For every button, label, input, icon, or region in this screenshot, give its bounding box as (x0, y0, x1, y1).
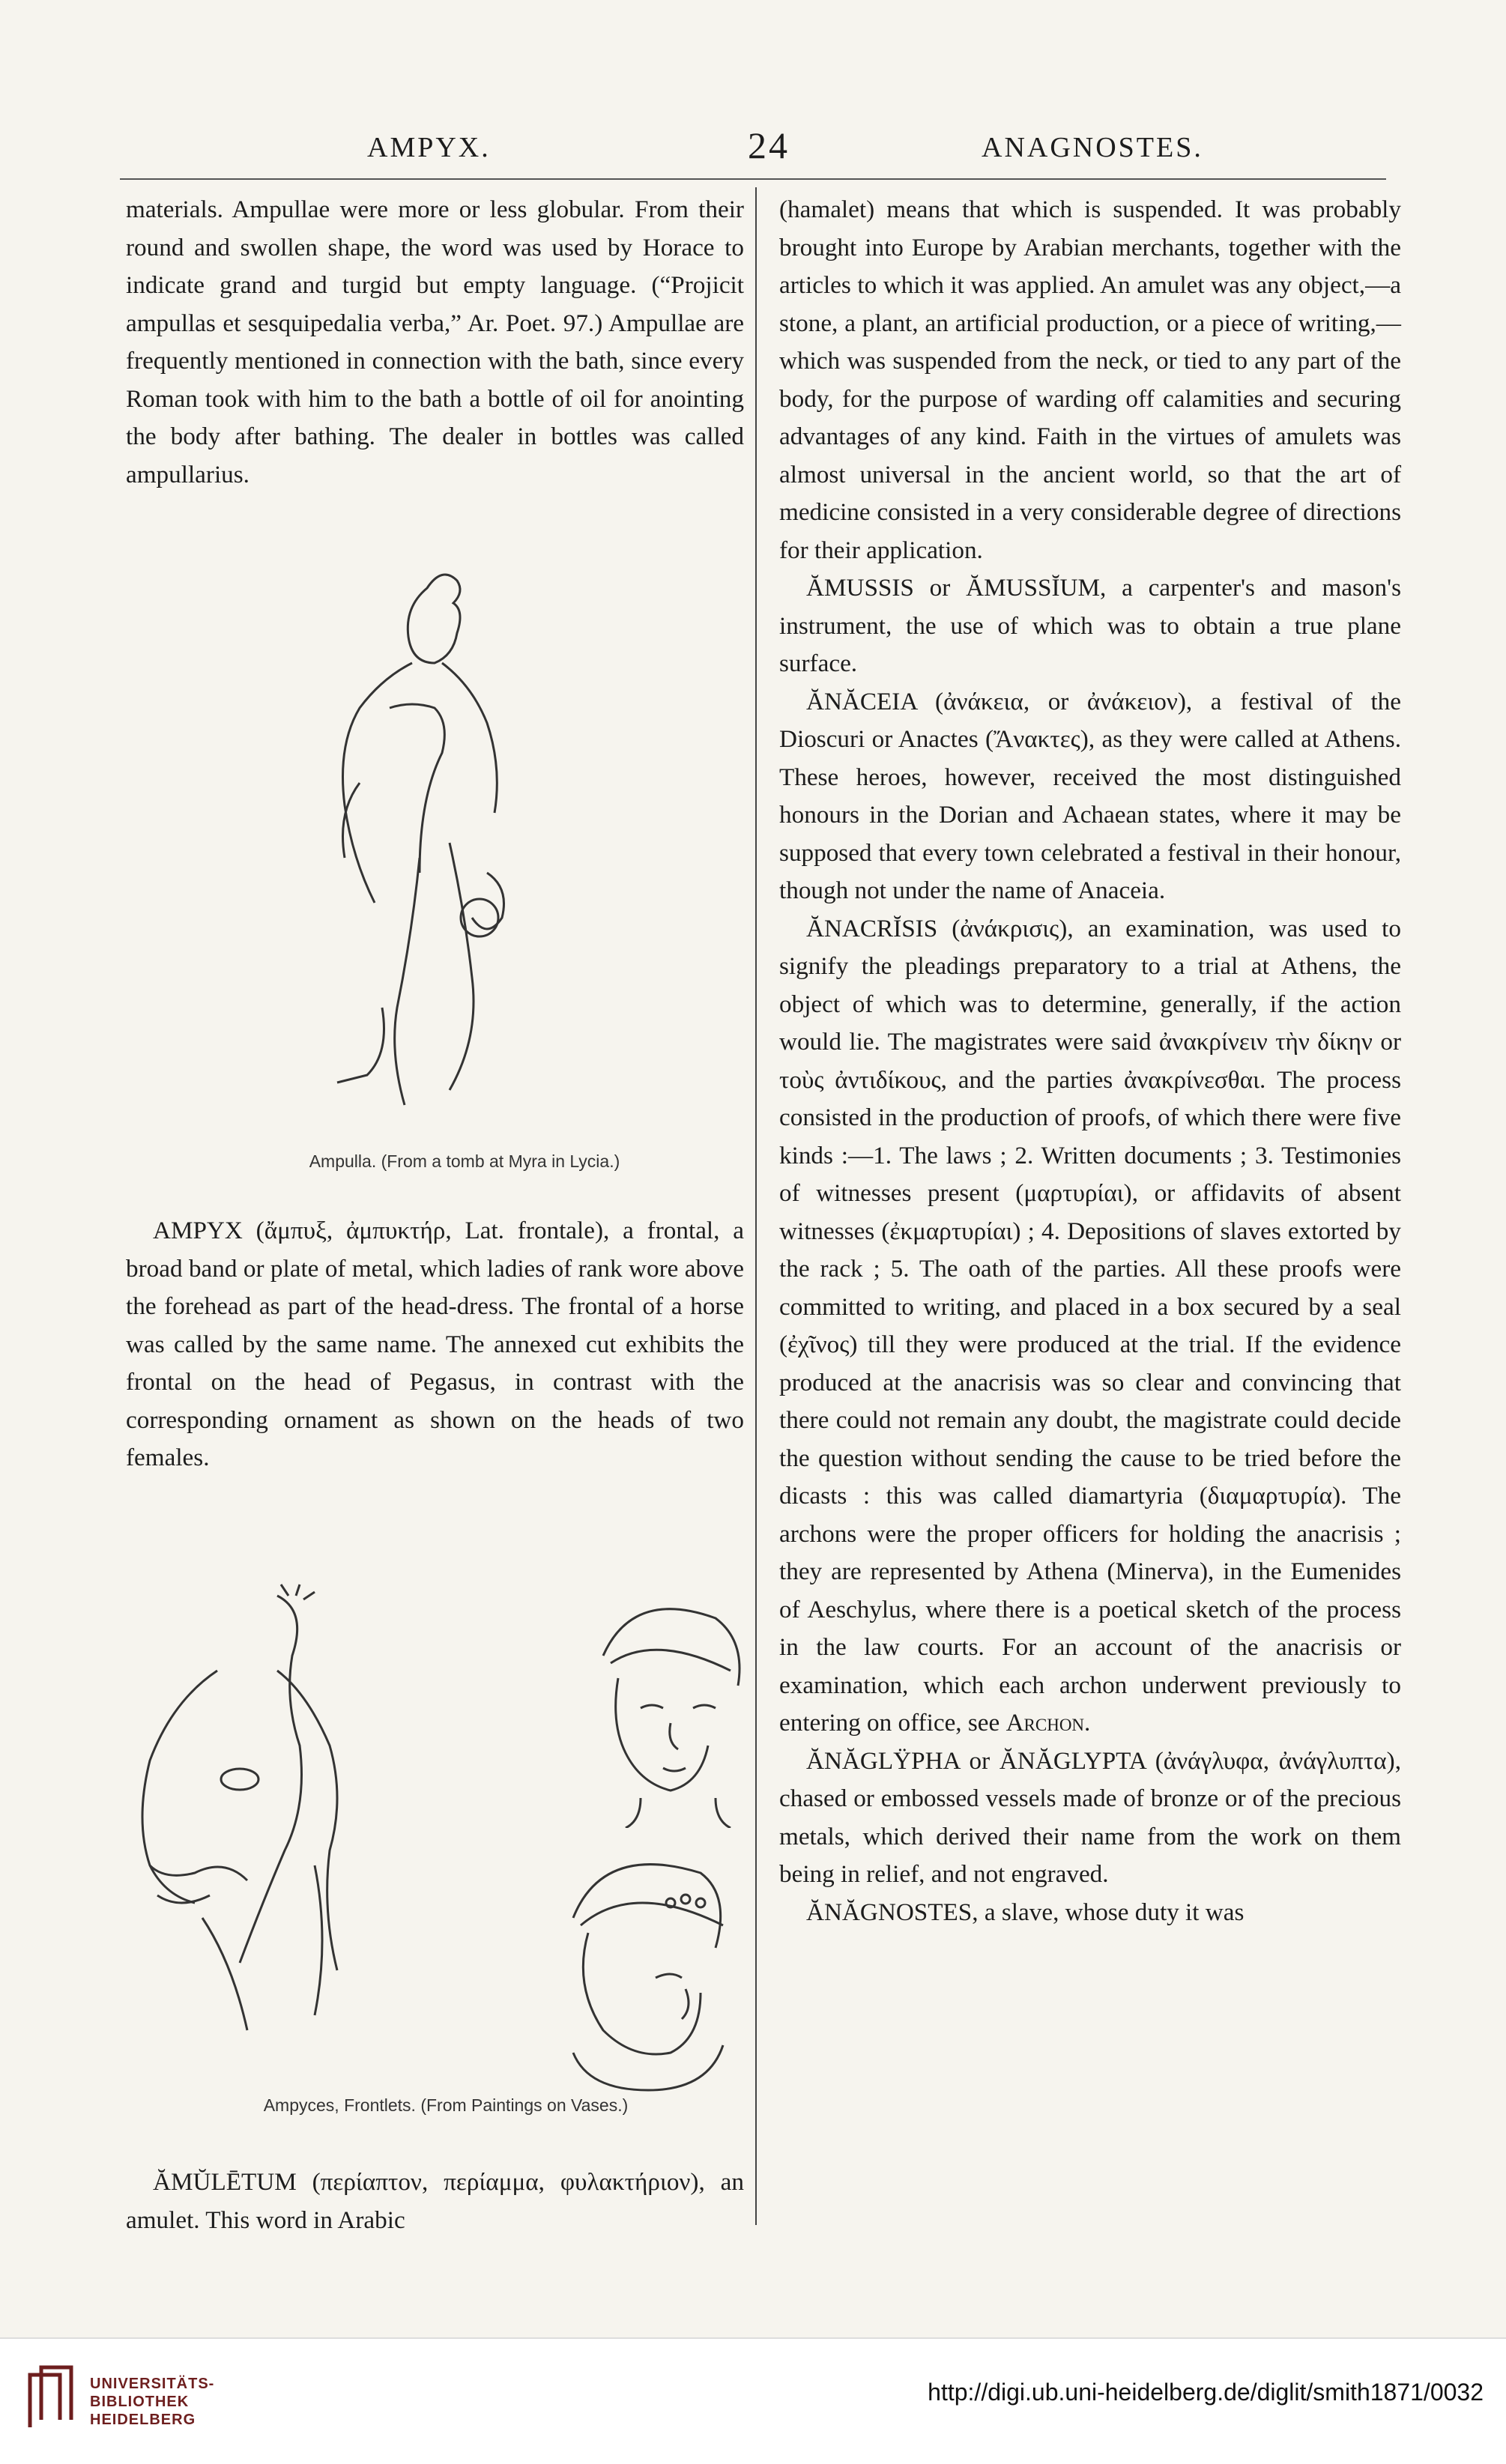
library-name-line-1: UNIVERSITÄTS- (90, 2376, 215, 2392)
left-column-bottom (126, 2139, 744, 2264)
paragraph-ampyx: AMPYX (ἄμπυξ, ἀμπυκτήρ, Lat. frontale), a frontal, a broad band or plate of metal, which ladies of rank wore above the forehead as part of the head-dress. The frontal of a horse was called by the same name. The annexed cut exhibits the frontal on the head of Pegasus, in contrast with the corresponding ornament as shown on the heads of two females. (126, 1217, 744, 1472)
ampulla-figure-illustration (300, 558, 554, 1150)
left-column-top (126, 191, 744, 494)
paragraph-amuletum: ĂMŬLĒTUM (περίαπτον, περίαμμα, φυλακτήριον), an amulet. This word in Arabic (126, 2168, 744, 2234)
paragraph-anaceia: ĂNĂCEIA (ἀνάκεια, or ἀνάκειον), a festival of the Dioscuri or Anactes (Ἄνακτες), as they were called at Athens. These heroes, however, received the most distinguished honours in the Dorian and Achaean states, where it may be supposed that every town celebrated a festival in their honour, though not under the name of Anaceia. (779, 687, 1401, 904)
library-name-line-2: BIBLIOTHEK (90, 2394, 190, 2410)
running-head (112, 124, 1386, 169)
library-name-line-3: HEIDELBERG (90, 2412, 196, 2428)
library-logo-icon (22, 2360, 82, 2435)
paragraph-anacrisis (779, 910, 1401, 1743)
permalink-url[interactable]: http://digi.ub.uni-heidelberg.de/diglit/smith1871/0032 (928, 2379, 1484, 2406)
caption-ampyces: Ampyces, Frontlets. (From Paintings on Vases.) (263, 2095, 629, 2115)
paragraph-ampullae: materials. Ampullae were more or less globular. From their round and swollen shape, the word was used by Horace to indicate grand and turgid but empty language. (“Projicit ampullas et sesquipedalia verba,” Ar. Poet. 97.) Ampullae are frequently mentioned in connection with the bath, since every Roman took with him to the bath a bottle of oil for anointing the body after bathing. The dealer in bottles was called ampullarius. (126, 196, 744, 488)
caption-ampulla: Ampulla. (From a tomb at Myra in Lycia.) (309, 1151, 620, 1171)
pegasus-head-illustration (127, 1581, 487, 2098)
female-head-illustration-2 (528, 1828, 746, 2098)
paragraph-anaglypha: ĂNĂGLŸPHA or ĂNĂGLYPTA (ἀνάγλυφα, ἀνάγλυπτα), chased or embossed vessels made of bronze or of the precious metals, which derived their name from the work on them being in relief, and not engraved. (779, 1746, 1401, 1888)
cross-reference-archon: Archon. (1005, 1709, 1091, 1737)
paragraph-amulet-continued: (hamalet) means that which is suspended. It was probably brought into Europe by Arabian merchants, together with the articles to which it was applied. An amulet was any object,—a stone, a plant, an artificial production, or a piece of writing,—which was suspended from the neck, or tied to any part of the body, for the purpose of warding off calamities and securing advantages of any kind. Faith in the virtues of amulets was almost universal in the ancient world, so that the art of medicine consisted in a very considerable degree of directions for their application. (779, 196, 1401, 564)
running-head-right: ANAGNOSTES. (982, 132, 1203, 163)
paragraph-anagnostes: ĂNĂGNOSTES, a slave, whose duty it was (806, 1898, 1245, 1926)
column-divider (755, 187, 757, 2225)
female-head-illustration-1 (551, 1581, 753, 1828)
right-column (779, 191, 1401, 1931)
library-name (90, 2375, 214, 2429)
header-rule (120, 178, 1386, 180)
left-column-middle (126, 1187, 744, 1502)
anacrisis-text: ĂNACRĬSIS (ἀνάκρισις), an examination, was used to signify the pleadings preparatory to a trial at Athens, the object of which was to determine, generally, if the action would lie. The magistrates were said ἀνακρίνειν τὴν δίκην or τοὺς ἀντιδίκους, and the parties ἀνακρίνεσθαι. The process consisted in the production of proofs, of which there were five kinds :—1. The laws ; 2. Written documents ; 3. Testimonies of witnesses present (μαρτυρίαι), or affidavits of absent witnesses (ἐκμαρτυρίαι) ; 4. Depositions of slaves extorted by the rack ; 5. The oath of the parties. All these proofs were committed to writing, and placed in a box secured by a seal (ἐχῖνος) till they were produced at the trial. If the evidence produced at the anacrisis was so clear and convincing that there could not remain any doubt, the magistrate could decide the question without sending the cause to be tried before the dicasts : this was called diamartyria (διαμαρτυρία). The archons were the proper officers for holding the anacrisis ; they are represented by Athena (Minerva), in the Eumenides of Aeschylus, where there is a poetical sketch of the process in the law courts. For an account of the anacrisis or examination, which each archon underwent previously to entering on office, see (779, 914, 1401, 1737)
running-head-left: AMPYX. (367, 132, 491, 163)
paragraph-amussis: ĂMUSSIS or ĂMUSSĬUM, a carpenter's and mason's instrument, the use of which was to obtain a true plane surface. (779, 574, 1401, 677)
page-number: 24 (748, 124, 790, 166)
